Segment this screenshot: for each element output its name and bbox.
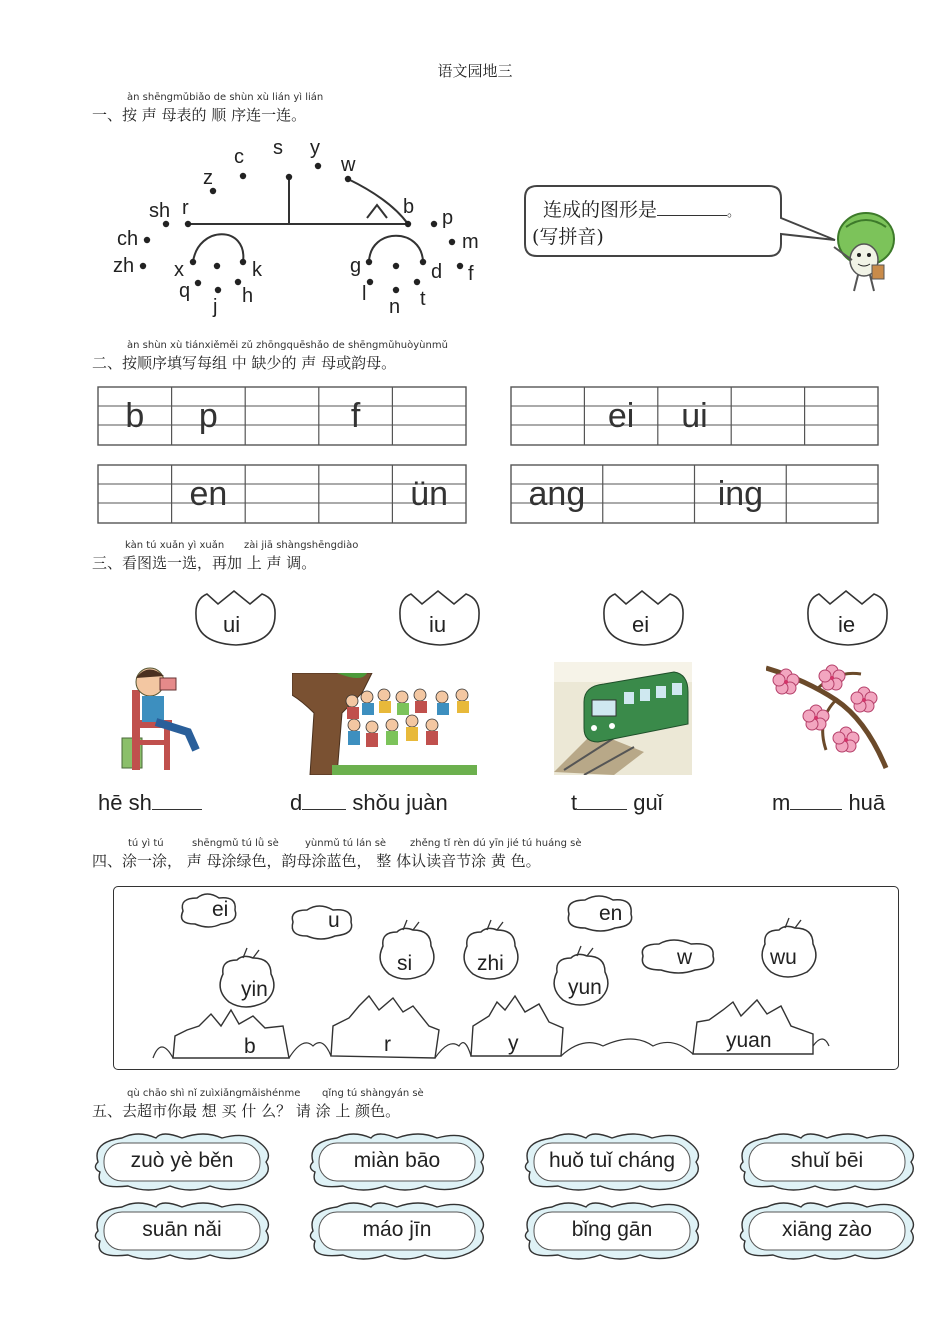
tulip-label-ei: ei (632, 612, 650, 637)
answer-tie-gui (571, 790, 663, 816)
label-yun: yun (568, 976, 602, 999)
answer-prefix: d (290, 790, 303, 815)
letter-x: x (174, 259, 184, 281)
label-b: b (244, 1035, 256, 1058)
answer-blank-3[interactable] (577, 809, 627, 810)
answer-blank-4[interactable] (790, 809, 842, 810)
letter-zh: zh (113, 255, 135, 277)
q2-pinyin: àn shùn xù tiánxiěměi zǔ zhōngquēshǎo de shēngmǔhuòyùnmǔ (127, 340, 448, 351)
grid-cell: f (350, 397, 361, 435)
grid-cell[interactable] (245, 469, 319, 519)
shop-item-label: huǒ tuǐ cháng (548, 1149, 676, 1172)
q4-pinyin-d: zhěng tǐ rèn dú yīn jié tú huáng sè (410, 838, 582, 849)
q4-pinyin-c: yùnmǔ tú lán sè (305, 838, 387, 849)
grid-cell[interactable] (786, 469, 878, 519)
bubble-text-prompt: 连成的图形是 (543, 199, 658, 221)
shop-item-label: zuò yè běn (130, 1149, 234, 1172)
grid-cell: en (189, 475, 228, 513)
pinyin-grids (0, 0, 950, 540)
grid-cell: ui (681, 397, 708, 435)
label-y: y (508, 1032, 519, 1055)
answer-prefix: hē sh (98, 790, 152, 815)
letter-p: p (442, 207, 454, 229)
grid-cell[interactable] (511, 391, 584, 441)
letter-h: h (242, 285, 254, 307)
answer-suffix: shǒu juàn (346, 790, 448, 815)
grid-cell[interactable] (603, 469, 695, 519)
q4-heading: 四、涂一涂， 声 母涂绿色，韵母涂蓝色， 整 体认读音节涂 黄 色。 (92, 852, 541, 870)
letter-d: d (431, 261, 443, 283)
letter-b: b (403, 196, 415, 218)
answer-diu-shoujuan (290, 790, 448, 816)
letter-ch: ch (117, 228, 139, 250)
shop-item-label: máo jīn (362, 1218, 432, 1241)
grid-cell[interactable] (731, 391, 804, 441)
tulip-label-iu: iu (429, 612, 447, 637)
label-w: w (677, 946, 693, 969)
label-r: r (384, 1033, 391, 1056)
grass-b[interactable] (173, 1010, 289, 1058)
letter-r: r (182, 197, 189, 219)
label-en: en (599, 902, 623, 925)
letter-s: s (273, 137, 283, 159)
letter-k: k (252, 259, 262, 281)
cloud-u[interactable] (292, 906, 351, 939)
grid-cell: b (125, 397, 145, 435)
letter-z: z (203, 167, 213, 189)
letter-t: t (420, 288, 426, 310)
letter-f: f (468, 263, 474, 285)
label-wu: wu (770, 946, 797, 969)
shopping-items (0, 1125, 950, 1275)
q3-heading: 三、看图选一选，再加 上 声 调。 (92, 554, 317, 572)
letter-l: l (362, 283, 367, 305)
q3-pinyin-a: kàn tú xuǎn yì xuǎn (125, 540, 225, 551)
grid-cell: ün (410, 475, 449, 513)
grid-cell[interactable] (319, 469, 393, 519)
grid-cell[interactable] (805, 391, 878, 441)
tulip-row (0, 585, 950, 655)
label-yin: yin (241, 978, 268, 1001)
letter-q: q (179, 280, 191, 302)
letter-n: n (389, 296, 401, 318)
shop-item-label: miàn bāo (353, 1149, 441, 1172)
peach-blossom-picture (766, 660, 896, 772)
label-u: u (328, 909, 340, 932)
grid-cell: p (198, 397, 218, 435)
answer-prefix: m (772, 790, 791, 815)
q3-pinyin-b: zài jiā shàngshēngdiào (244, 540, 359, 551)
tulip-label-ui: ui (223, 612, 241, 637)
letter-y: y (310, 137, 320, 159)
answer-mei-hua (772, 790, 885, 816)
bubble-line2: (写拼音) (532, 226, 604, 248)
q4-pinyin-a: tú yì tú (128, 838, 164, 849)
shop-item-label: suān nǎi (142, 1218, 222, 1241)
answer-prefix: t (571, 790, 578, 815)
grid-cell: ing (717, 475, 764, 513)
grid-cell: ei (607, 397, 635, 435)
q2-heading: 二、按顺序填写每组 中 缺少的 声 母或韵母。 (92, 354, 397, 372)
q5-pinyin-a: qù chāo shì nǐ zuìxiǎngmǎishénme (127, 1088, 301, 1099)
label-ei: ei (212, 898, 229, 921)
grid-cell[interactable] (98, 469, 172, 519)
q5-heading: 五、去超市你最 想 买 什 么？ 请 涂 上 颜色。 (92, 1102, 401, 1120)
answer-he-shui (98, 790, 202, 816)
letter-j: j (213, 296, 218, 318)
q4-pinyin-b: shēngmǔ tú lǜ sè (192, 838, 279, 849)
letter-g: g (350, 255, 362, 277)
train-picture (554, 662, 692, 775)
grid-cell: ang (528, 475, 586, 513)
q5-pinyin-b: qǐng tú shàngyán sè (322, 1088, 424, 1099)
label-zhi: zhi (477, 952, 504, 975)
label-yuan: yuan (726, 1029, 772, 1052)
shop-item-label: xiāng zào (782, 1218, 872, 1241)
tulip-label-ie: ie (838, 612, 856, 637)
answer-suffix: guǐ (627, 790, 663, 815)
shop-item-label: shuǐ bēi (790, 1149, 864, 1172)
grid-cell[interactable] (392, 391, 466, 441)
q1-pinyin: àn shēngmǔbiǎo de shùn xù lián yì lián (127, 92, 324, 103)
letter-c: c (234, 146, 244, 168)
answer-blank-1[interactable] (152, 809, 202, 810)
label-si: si (397, 952, 413, 975)
page-title: 语文园地三 (437, 62, 513, 80)
answer-suffix: huā (842, 790, 886, 815)
bubble-end: 。 (727, 205, 741, 220)
coloring-shapes (113, 886, 899, 1070)
child-drinking-picture (108, 660, 206, 776)
letter-w: w (341, 154, 356, 176)
q1-heading: 一、按 声 母表的 顺 序连一连。 (92, 106, 307, 124)
shop-item-label: bǐng gān (571, 1218, 653, 1241)
children-under-tree-picture (292, 673, 477, 775)
answer-blank-2[interactable] (302, 809, 346, 810)
letter-m: m (462, 231, 479, 253)
grid-cell[interactable] (245, 391, 319, 441)
letter-sh: sh (149, 200, 171, 222)
